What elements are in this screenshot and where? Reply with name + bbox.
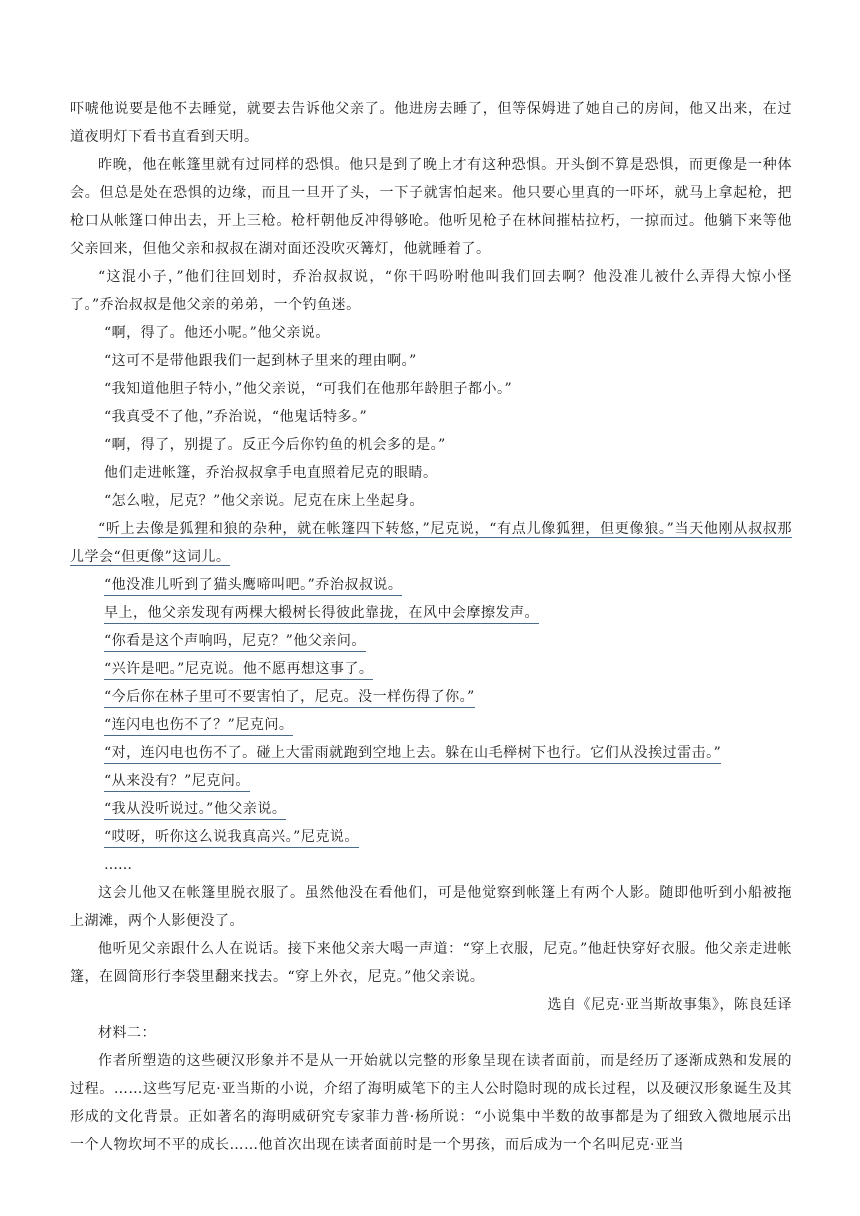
paragraph-3: “这混小子，”他们往回划时，乔治叔叔说，“你干吗吩咐他叫我们回去啊？他没准儿被什么弄得大惊小怪了。”乔治叔叔是他父亲的弟弟，一个钓鱼迷。 [70,269,792,313]
underlined-line: “哎呀，听你这么说我真高兴。”尼克说。 [70,823,792,851]
dialogue-line: “我知道他胆子特小，”他父亲说，“可我们在他那年龄胆子都小。” [104,381,513,397]
material-2-paragraph: 作者所塑造的这些硬汉形象并不是从一开始就以完整的形象呈现在读者面前，而是经历了逐渐成熟和发展的过程。……这些写尼克·亚当斯的小说，介绍了海明威笔下的主人公时隐时现的成长过程，以及硬汉形象诞生及其形成的文化背景。正如著名的海明威研究专家菲力普·杨所说：“小说集中半数的故事都是为了细致入微地展示出一个人物坎坷不平的成长……他首次出现在读者面前时是一个男孩，而后成为一个名叫尼克·亚当 [70,1053,792,1153]
paragraph-1: 吓唬他说要是他不去睡觉，就要去告诉他父亲了。他进房去睡了，但等保姆进了她自己的房间，他又出来，在过道夜明灯下看书直看到天明。 [70,101,792,145]
underlined-line: “我从没听说过。”他父亲说。 [70,795,792,823]
document-page [70,95,792,1159]
underlined-line: “对，连闪电也伤不了。碰上大雷雨就跑到空地上去。躲在山毛榉树下也行。它们从没挨过雷击。” [70,739,792,767]
dialogue-line: “我真受不了他，”乔治说，“他鬼话特多。” [104,409,368,425]
dialogue-line: 他们走进帐篷，乔治叔叔拿手电直照着尼克的眼睛。 [104,465,438,481]
dialogue-line: “啊，得了，别提了。反正今后你钓鱼的机会多的是。” [104,437,446,453]
underlined-line: “他没准儿听到了猫头鹰啼叫吧。”乔治叔叔说。 [70,571,792,599]
dialogue-line: “怎么啦，尼克？”他父亲说。尼克在床上坐起身。 [104,493,424,509]
underlined-line: “连闪电也伤不了？”尼克问。 [70,711,792,739]
paragraph-5: 他听见父亲跟什么人在说话。接下来他父亲大喝一声道：“穿上衣服，尼克。”他赶快穿好衣服。他父亲走进帐篷，在圆筒形行李袋里翻来找去。“穿上外衣，尼克。”他父亲说。 [70,941,792,985]
material-2-heading: 材料二： [98,1025,156,1041]
paragraph-4: 这会儿他又在帐篷里脱衣服了。虽然他没在看他们，可是他觉察到帐篷上有两个人影。随即他听到小船被拖上湖滩，两个人影便没了。 [70,885,792,929]
underlined-line: “兴许是吧。”尼克说。他不愿再想这事了。 [70,655,792,683]
dialogue-line: “啊，得了。他还小呢。”他父亲说。 [104,325,330,341]
paragraph-2: 昨晚，他在帐篷里就有过同样的恐惧。他只是到了晚上才有这种恐惧。开头倒不算是恐惧，而更像是一种体会。但总是处在恐惧的边缘，而且一旦开了头，一下子就害怕起来。他只要心里真的一吓坏，就马上拿起枪，把枪口从帐篷口伸出去，开上三枪。枪杆朝他反冲得够呛。他听见枪子在林间摧枯拉朽，一掠而过。他躺下来等他父亲回来，但他父亲和叔叔在湖对面还没吹灭篝灯，他就睡着了。 [70,157,792,257]
underlined-line: 早上，他父亲发现有两棵大椴树长得彼此靠拢，在风中会摩擦发声。 [70,599,792,627]
underlined-line: “你看是这个声响吗，尼克？”他父亲问。 [70,627,792,655]
source-note: 选自《尼克·亚当斯故事集》，陈良廷译 [547,997,792,1013]
dialogue-line: “这可不是带他跟我们一起到林子里来的理由啊。” [104,353,417,369]
underlined-line: “今后你在林子里可不要害怕了，尼克。没一样伤得了你。” [70,683,792,711]
underlined-line: “从来没有？”尼克问。 [70,767,792,795]
underlined-paragraph: “听上去像是狐狸和狼的杂种，就在帐篷四下转悠，”尼克说，“有点儿像狐狸，但更像狼。”当天他刚从叔叔那儿学会“但更像”这词儿。 [70,521,792,565]
ellipsis: …… [104,857,132,873]
